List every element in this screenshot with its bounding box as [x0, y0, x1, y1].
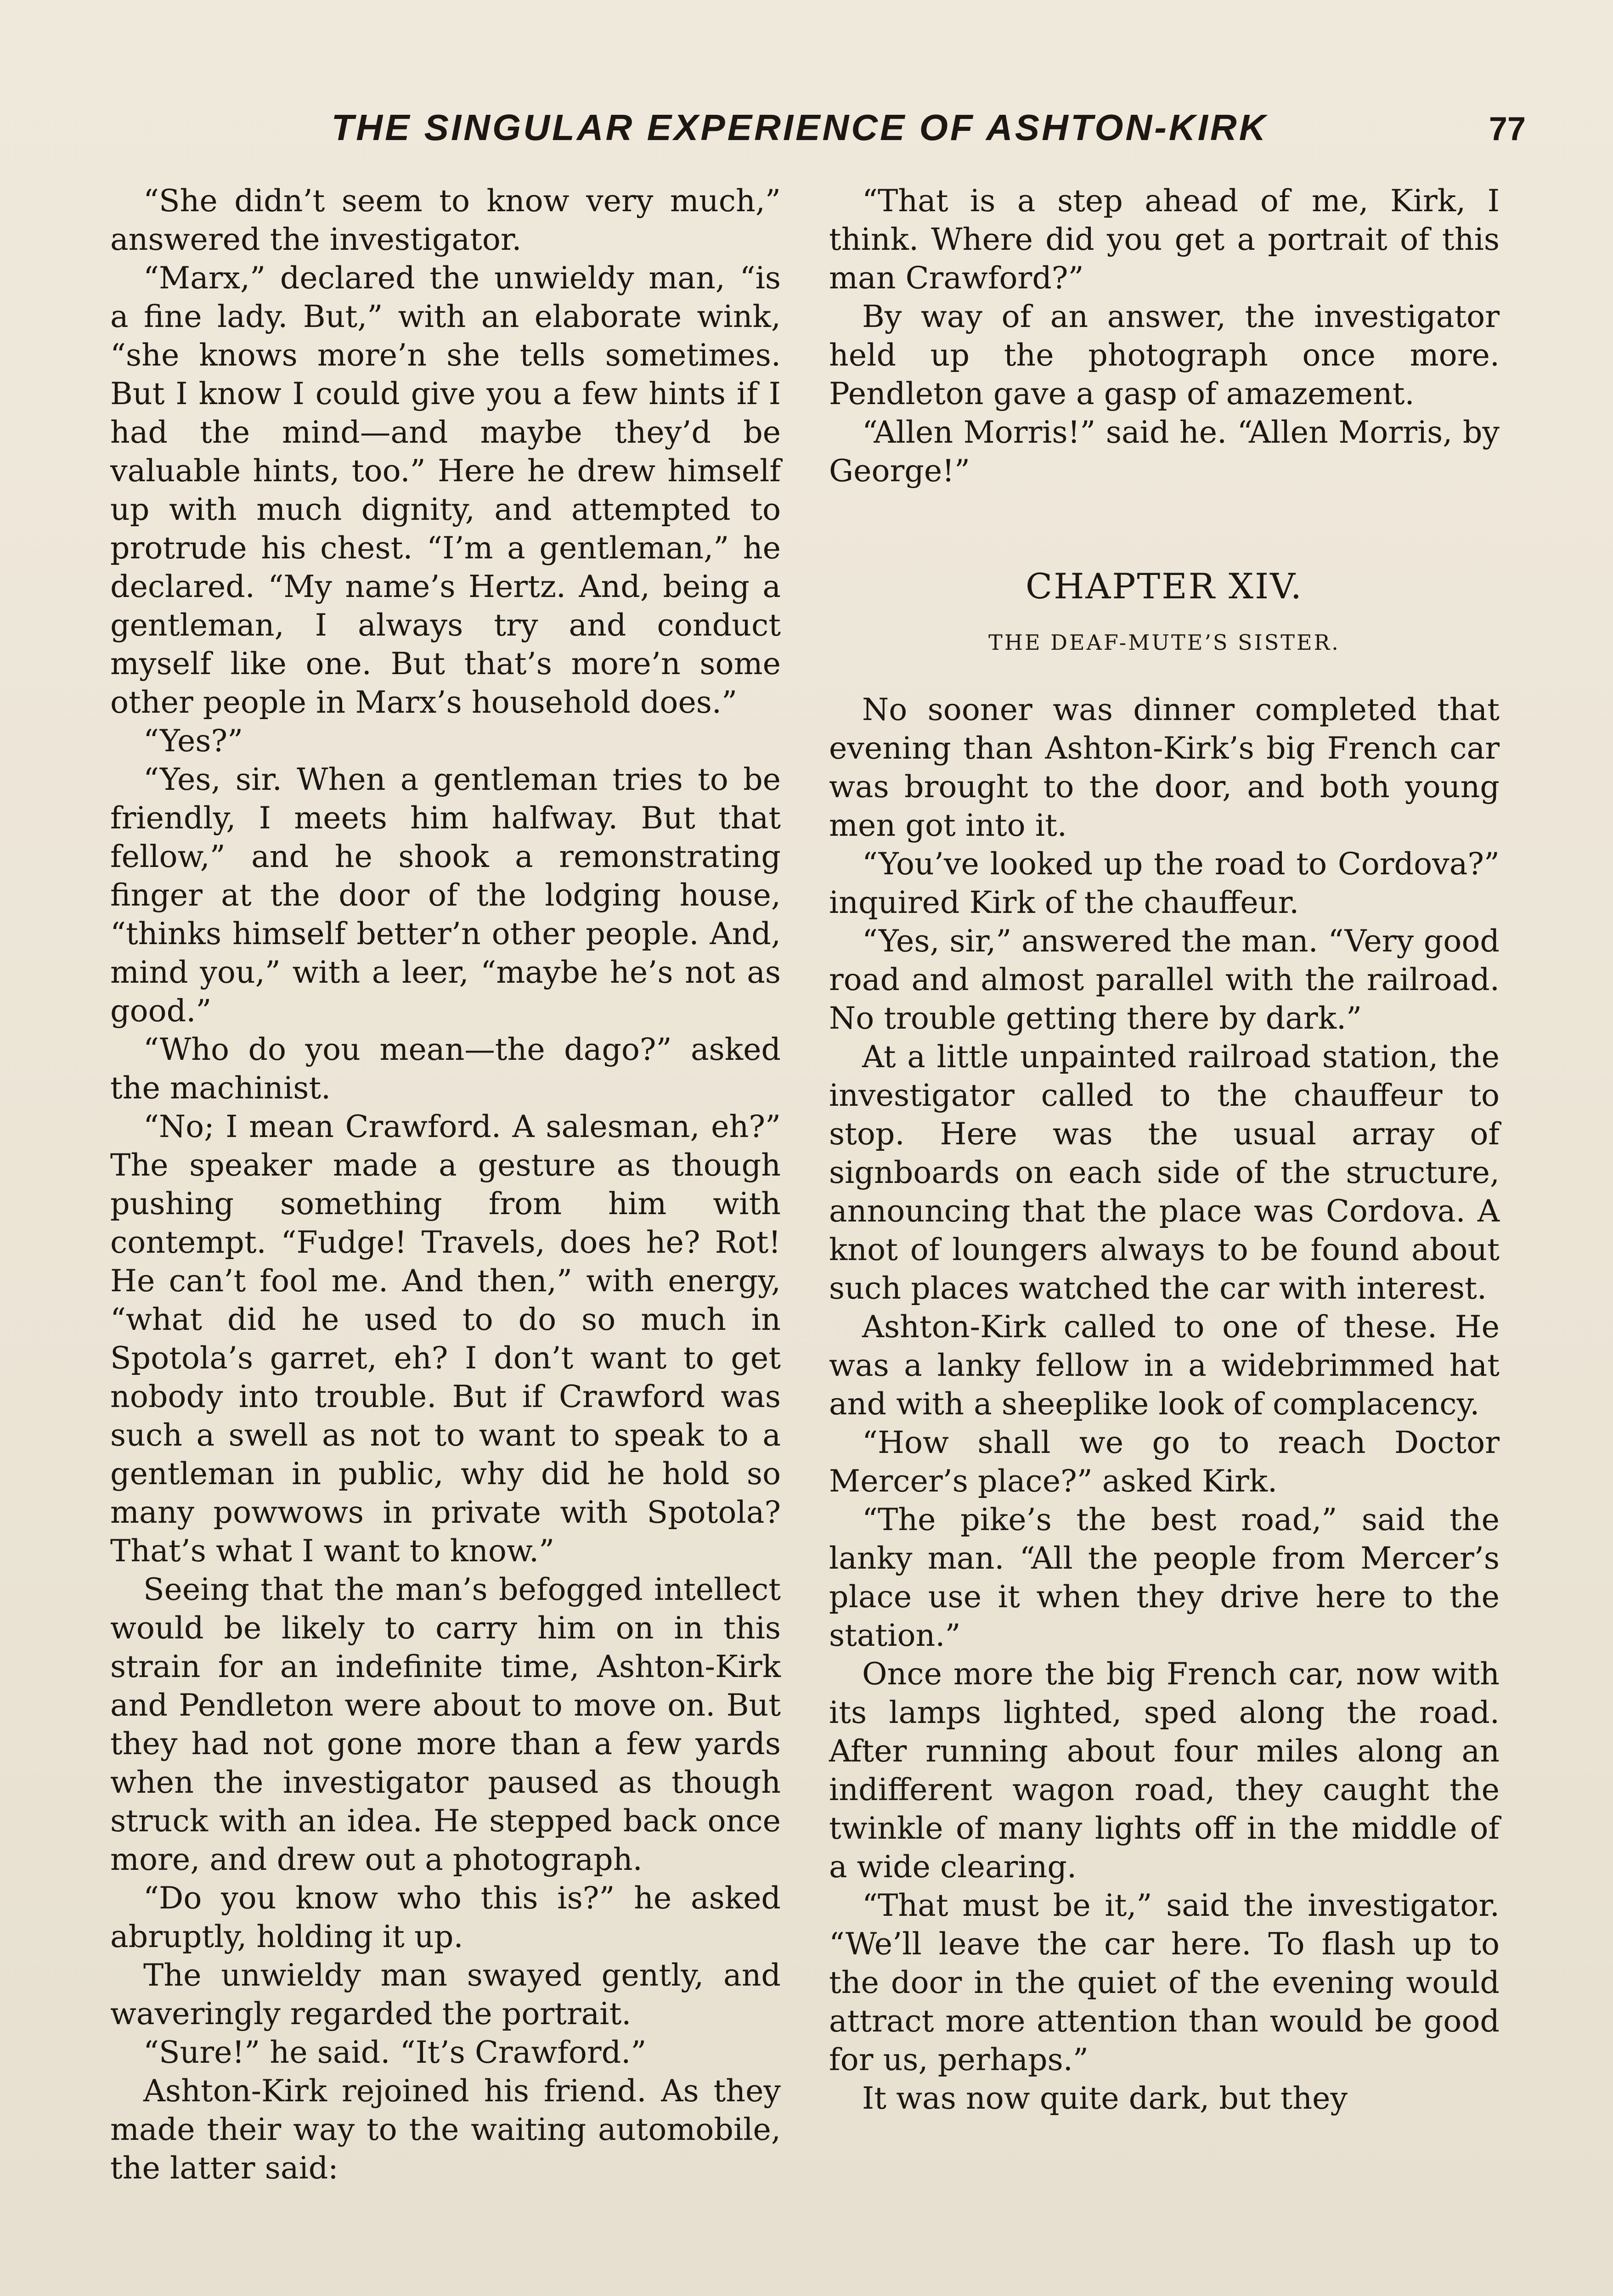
paragraph: It was now quite dark, but they — [862, 2080, 1348, 2116]
paragraph: “She didn’t seem to know very much,” answered the investigator. — [110, 183, 781, 257]
paragraph: No sooner was dinner completed that evening than Ashton-Kirk’s big French car was brought to the door, and both young men got into it. — [829, 692, 1500, 843]
chapter-subtitle: THE DEAF-MUTE’S SISTER. — [988, 630, 1340, 655]
paragraph: “Allen Morris!” said he. “Allen Morris, by George!” — [829, 414, 1500, 489]
paragraph: “Sure!” he said. “It’s Crawford.” — [143, 2034, 647, 2070]
paragraph: The unwieldy man swayed gently, and waveringly regarded the portrait. — [110, 1957, 781, 2032]
running-head: THE SINGULAR EXPERIENCE OF ASHTON-KIRK — [331, 107, 1268, 148]
chapter-title: CHAPTER XIV. — [1026, 566, 1303, 607]
paragraph: Seeing that the man’s befogged intellect would be likely to carry him on in this strain for an indefinite time, Ashton-Kirk and Pendleton were about to move on. But they had not gone more than a few yards when the investigator paused as though struck with an idea. He stepped back once more, and drew out a photograph. — [110, 1571, 781, 1877]
paragraph: “How shall we go to reach Doctor Mercer’s place?” asked Kirk. — [829, 1424, 1500, 1499]
paragraph: “Marx,” declared the unwieldy man, “is a fine lady. But,” with an elaborate wink, “she knows more’n she tells sometimes. But I know I could give you a few hints if I had the mind—and maybe they’d be valuable hints, too.” Here he drew himself up with much dignity, and attempted to protrude his chest. “I’m a gentleman,” he declared. “My name’s Hertz. And, being a gentleman, I always try and conduct myself like one. But that’s more’n some other people in Marx’s household does.” — [110, 260, 781, 720]
page-number: 77 — [1489, 111, 1526, 147]
left-column — [110, 181, 781, 2187]
paragraph: Once more the big French car, now with its lamps lighted, sped along the road. After running about four miles along an indifferent wagon road, they caught the twinkle of many lights off in the middle of a wide clearing. — [829, 1656, 1500, 1885]
paragraph: Ashton-Kirk rejoined his friend. As they made their way to the waiting automobile, the latter said: — [110, 2073, 781, 2186]
paragraph: “The pike’s the best road,” said the lanky man. “All the people from Mercer’s place use it when they drive here to the station.” — [829, 1502, 1500, 1653]
paragraph: “That is a step ahead of me, Kirk, I think. Where did you get a portrait of this man Crawford?” — [829, 183, 1500, 296]
paragraph: By way of an answer, the investigator held up the photograph once more. Pendleton gave a gasp of amazement. — [829, 298, 1500, 411]
paragraph: “Yes, sir,” answered the man. “Very good road and almost parallel with the railroad. No trouble getting there by dark.” — [829, 923, 1500, 1036]
paragraph: “You’ve looked up the road to Cordova?” inquired Kirk of the chauffeur. — [829, 846, 1500, 920]
paragraph: “Yes?” — [143, 723, 243, 759]
paragraph: “Do you know who this is?” he asked abruptly, holding it up. — [110, 1880, 781, 1954]
right-column — [829, 181, 1500, 2117]
paragraph: “No; I mean Crawford. A salesman, eh?” The speaker made a gesture as though pushing something from him with contempt. “Fudge! Travels, does he? Rot! He can’t fool me. And then,” with energy, “what did he used to do so much in Spotola’s garret, eh? I don’t want to get nobody into trouble. But if Crawford was such a swell as not to want to speak to a gentleman in public, why did he hold so many powwows in private with Spotola? That’s what I want to know.” — [110, 1109, 781, 1569]
paragraph: “Who do you mean—the dago?” asked the machinist. — [110, 1031, 781, 1106]
paragraph: At a little unpainted railroad station, the investigator called to the chauffeur to stop. Here was the usual array of signboards on each side of the structure, announcing that the place was Cordova. A knot of loungers always to be found about such places watched the car with interest. — [829, 1039, 1500, 1306]
paragraph: Ashton-Kirk called to one of these. He was a lanky fellow in a widebrimmed hat and with a sheeplike look of complacency. — [829, 1309, 1500, 1422]
paragraph: “Yes, sir. When a gentleman tries to be friendly, I meets him halfway. But that fellow,” and he shook a remonstrating finger at the door of the lodging house, “thinks himself better’n other people. And, mind you,” with a leer, “maybe he’s not as good.” — [110, 761, 781, 1029]
paragraph: “That must be it,” said the investigator. “We’ll leave the car here. To flash up to the door in the quiet of the evening would attract more attention than would be good for us, perhaps.” — [829, 1887, 1500, 2077]
page-header — [110, 107, 1526, 157]
